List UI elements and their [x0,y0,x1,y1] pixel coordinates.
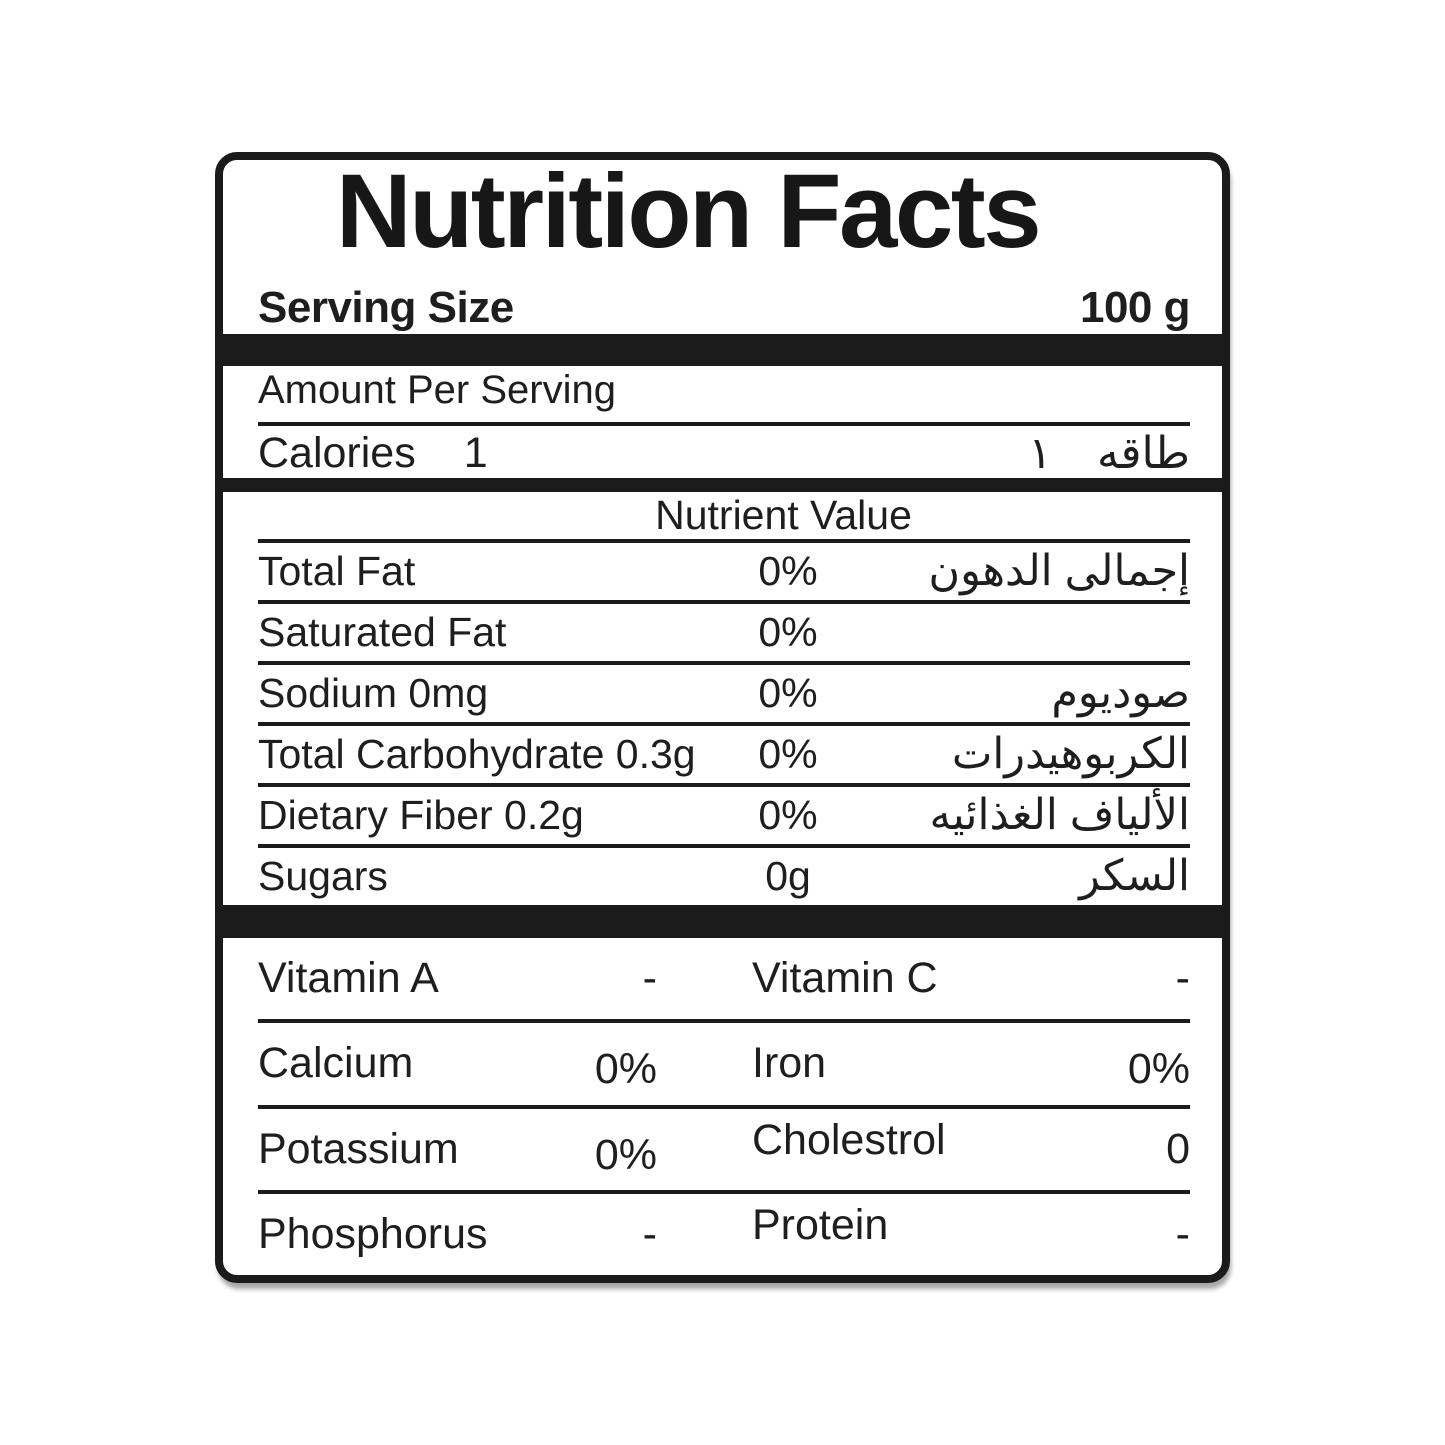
nutrient-row-sodium [258,665,1190,726]
micro-value: - [642,1209,657,1258]
nutrient-name-arabic: إجمالى الدهون [928,546,1190,595]
nutrient-row-dietary-fiber [258,787,1190,848]
micro-label: Protein [752,1200,889,1249]
nutrient-name: Sodium 0mg [258,670,489,716]
nutrient-name-arabic: الألياف الغذائيه [929,790,1190,839]
nutrient-name-arabic: السكر [1079,851,1190,900]
thin-divider-mid [223,478,1222,492]
nutrient-row-saturated-fat [258,604,1190,665]
nutrient-value: 0% [758,609,818,655]
micro-row-calcium-iron [258,1023,1190,1108]
nutrient-name-arabic: الكربوهيدرات [951,729,1190,778]
serving-size-label: Serving Size [258,283,514,332]
calories-value: 1 [463,428,488,477]
nutrient-table [258,543,1190,905]
nutrient-value: 0% [758,792,818,838]
thick-divider-bottom [223,905,1222,938]
micronutrient-table [258,938,1190,1275]
micro-value: 0% [594,1045,657,1094]
nutrient-name: Dietary Fiber 0.2g [258,792,584,838]
nutrient-name: Total Fat [258,548,416,594]
nutrition-label [215,152,1230,1283]
label-title: Nutrition Facts [335,153,1040,270]
micro-row-potassium-cholestrol [258,1109,1190,1194]
micro-value: - [642,954,657,1003]
micro-value: - [1175,1209,1190,1258]
micro-row-phosphorus-protein [258,1194,1190,1275]
nutrient-row-total-fat [258,543,1190,604]
amount-per-serving-label: Amount Per Serving [258,368,616,412]
nutrient-value: 0g [765,853,811,899]
micro-value: - [1175,954,1190,1003]
nutrient-value-header: Nutrient Value [655,492,912,538]
nutrient-name: Sugars [258,853,388,899]
micro-label: Phosphorus [258,1209,488,1258]
nutrient-name: Total Carbohydrate 0.3g [258,731,696,777]
calories-label-arabic: طاقه [1096,428,1190,478]
calories-arabic-group [1028,428,1190,479]
separator-line [258,422,1190,426]
calories-value-arabic: ١ [1028,428,1052,478]
serving-size-value: 100 g [1079,283,1190,332]
nutrient-value: 0% [758,670,818,716]
micro-label: Vitamin C [752,954,938,1003]
thick-divider-top [223,334,1222,366]
serving-size-row [258,280,1190,336]
nutrient-row-carbohydrate [258,726,1190,787]
micro-label: Potassium [258,1124,459,1173]
nutrient-value: 0% [758,548,818,594]
nutrient-value: 0% [758,731,818,777]
micro-label: Iron [752,1039,827,1088]
micro-label: Cholestrol [752,1115,946,1164]
micro-value: 0% [594,1130,657,1179]
nutrient-name-arabic: صوديوم [1051,668,1190,717]
nutrient-row-sugars [258,848,1190,905]
micro-row-vitamins [258,938,1190,1023]
micro-label: Vitamin A [258,954,439,1003]
nutrient-name: Saturated Fat [258,609,507,655]
micro-value: 0% [1127,1045,1190,1094]
micro-label: Calcium [258,1039,414,1088]
calories-row [258,430,1190,476]
micro-value: 0 [1166,1124,1190,1173]
calories-left-group [258,429,488,478]
calories-label: Calories [258,428,416,477]
